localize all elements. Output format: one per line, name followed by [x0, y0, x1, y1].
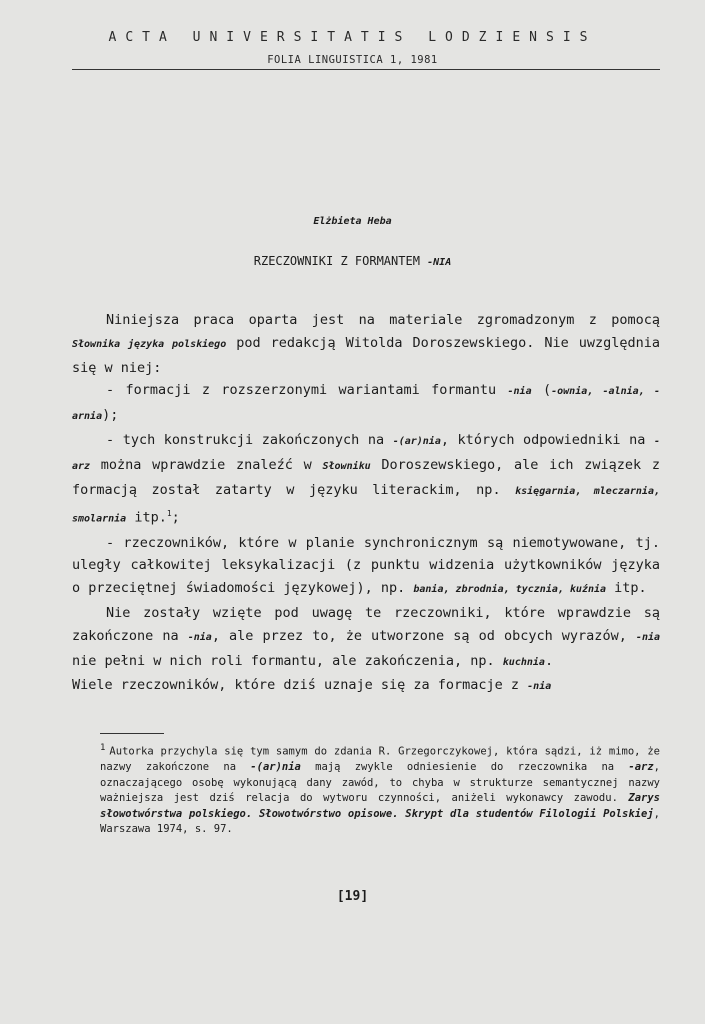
text: pod redakcją Witolda Doroszewskiego. Nie uwzględnia się w niej:: [72, 334, 661, 376]
italic-text: -(ar)nia: [392, 435, 441, 447]
text: , Warszawa 1974, s. 97.: [100, 807, 660, 836]
italic-text: -nia: [635, 631, 661, 643]
text: Nie zostały wzięte pod uwagę te rzeczowniki, które wprawdzie są zakończone na: [72, 605, 660, 644]
text: - tych konstrukcji zakończonych na: [106, 431, 393, 448]
paragraph-3: [72, 429, 660, 532]
text: , oznaczającego osobę wykonującą dany zawód, to chyba w strukturze semantycznej nazwy ważniejsza jest dziś relacja do wytworu czynności, aniżeli wykonawcy zawodu.: [100, 761, 660, 805]
text: , których odpowiedniki na: [440, 431, 654, 448]
footnote-ref[interactable]: 1: [166, 509, 172, 519]
text: Autorka przychyla się tym samym do zdania R. Grzegorczykowej, która sądzi, iż mimo, że nazwy zakończone na: [100, 745, 660, 774]
paragraph-2: [72, 379, 660, 429]
title-suffix: -NIA: [427, 257, 452, 268]
italic-text: -nia: [507, 386, 532, 398]
paragraph-5: [72, 602, 660, 674]
italic-text: Słowniku: [322, 460, 371, 472]
text: Niniejsza praca oparta jest na materiale zgromadzonym z pomocą: [106, 312, 660, 328]
footnote: [100, 741, 660, 838]
paragraph-4: [72, 532, 660, 602]
text: itp.: [126, 509, 167, 526]
article-title: [0, 254, 705, 268]
series-folio: FOLIA LINGUISTICA 1, 1981: [267, 54, 438, 66]
italic-text: księgarnia, mleczarnia, smolarnia: [72, 485, 660, 525]
title-main: RZECZOWNIKI Z FORMANTEM: [253, 254, 428, 268]
italic-text: -arz: [628, 761, 654, 774]
text: - rzeczowników, które w planie synchronicznym są niemotywowane, tj. uległy całkowitej leksykalizacji (z punktu widzenia użytkowników języka o przeciętnej świadomości językowej), np.: [72, 534, 660, 597]
italic-text: -ownia, -alnia, -arnia: [72, 386, 660, 423]
text: nie pełni w nich roli formantu, ale zakończenia, np.: [72, 652, 503, 669]
paragraph-1: [72, 309, 660, 379]
italic-text: -nia: [187, 631, 212, 643]
text: ;: [171, 509, 180, 526]
text: Doroszewskiego, ale ich związek z formacją został zatarty w języku literackim, np.: [72, 456, 660, 498]
italic-text: Zarys słowotwórstwa polskiego. Słowotwórstwo opisowe. Skrypt dla studentów Filologii Polskiej: [100, 792, 660, 820]
body-text: [72, 309, 660, 699]
text: Wiele rzeczowników, które dziś uznaje się za formacje z: [72, 677, 528, 694]
italic-text: -(ar)nia: [250, 761, 301, 774]
italic-text: Słownika języka polskiego: [72, 338, 227, 350]
paragraph-6: [72, 674, 660, 699]
italic-text: kuchnia: [502, 656, 545, 668]
italic-text: -arz: [72, 435, 660, 472]
page-number: [19]: [336, 889, 369, 904]
text: , ale przez to, że utworzone są od obcych wyrazów,: [211, 627, 636, 644]
author-name: Elżbieta Heba: [313, 216, 392, 227]
footnote-mark: 1: [100, 743, 106, 753]
text: itp.: [606, 580, 647, 597]
text: .: [544, 652, 554, 669]
journal-name: ACTA UNIVERSITATIS LODZIENSIS: [108, 30, 597, 45]
footnote-rule: [100, 733, 164, 734]
italic-text: -nia: [527, 681, 552, 693]
text: mają zwykle odniesienie do rzeczownika na: [300, 761, 629, 774]
header-rule: [72, 69, 660, 70]
text: można wprawdzie znaleźć w: [90, 456, 323, 473]
text: (: [531, 382, 552, 399]
text: );: [102, 407, 119, 424]
italic-text: bania, zbrodnia, tycznia, kuźnia: [413, 584, 607, 596]
text: - formacji z rozszerzonymi wariantami formantu: [106, 382, 508, 399]
